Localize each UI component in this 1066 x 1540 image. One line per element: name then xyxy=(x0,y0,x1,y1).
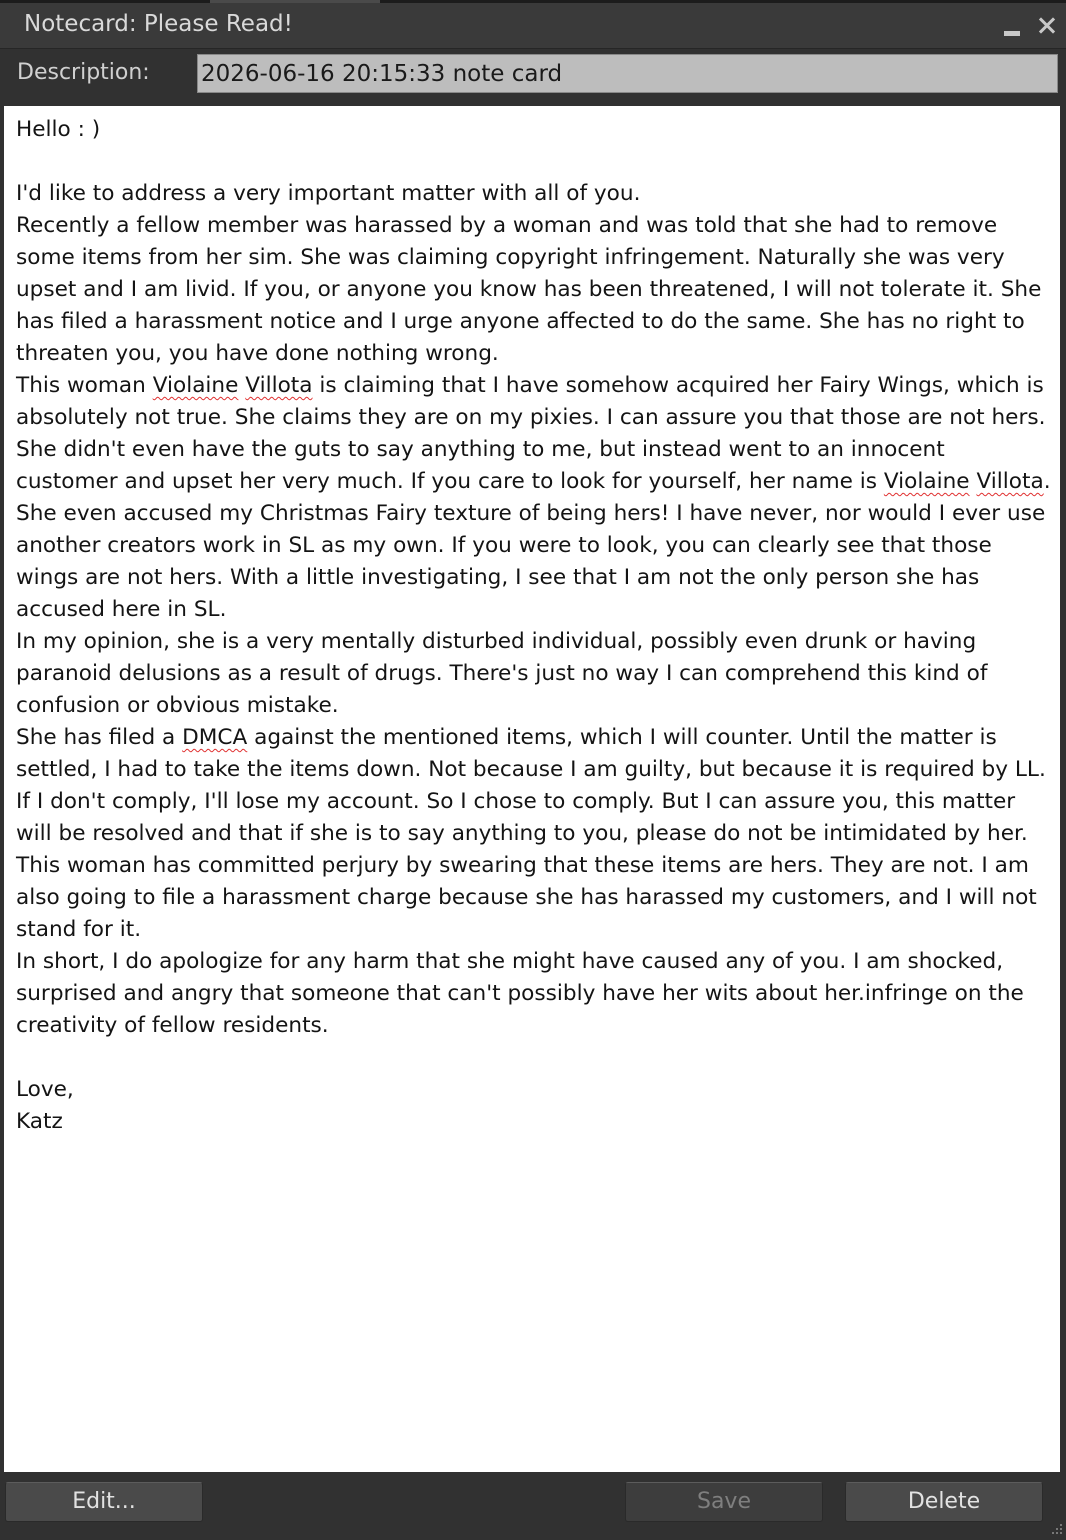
delete-button[interactable]: Delete xyxy=(845,1482,1043,1522)
misspelled-word: Villota xyxy=(976,469,1044,494)
close-icon[interactable] xyxy=(1036,7,1058,43)
edit-button[interactable]: Edit... xyxy=(5,1482,203,1522)
text-paragraph-dmca xyxy=(16,722,1052,946)
text-line-signature: Katz xyxy=(16,1109,63,1134)
text-segment: This woman xyxy=(16,373,153,398)
text-segment: . She even accused my Christmas Fairy texture of being hers! I have never, nor would I ever use another creators work in SL as my own. If you were to look, you can clearly see that those wings are not hers. With a little investigating, I see that I am not the only person she has accused here in SL. xyxy=(16,469,1051,622)
title-bar[interactable] xyxy=(0,3,1066,49)
minimize-icon[interactable] xyxy=(1004,31,1020,36)
description-field[interactable]: 2026-06-16 20:15:33 note card xyxy=(197,54,1058,93)
misspelled-word: Villota xyxy=(245,373,313,398)
notecard-text-editor[interactable] xyxy=(4,106,1060,1472)
text-line-greeting: Hello : ) xyxy=(16,117,101,142)
text-paragraph-apology: In short, I do apologize for any harm that she might have caused any of you. I am shocked, surprised and angry that someone that can't possibly have her wits about her.infringe on the creativity of fellow residents. xyxy=(16,949,1024,1038)
misspelled-word: Violaine xyxy=(883,469,970,494)
text-segment: against the mentioned items, which I will counter. Until the matter is settled, I had to take the items down. Not because I am guilty, but because it is required by LL. If I don't comply, I'll lose my account. So I chose to comply. But I can assure you, this matter will be resolved and that if she is to say anything to you, please do not be intimidated by her. This woman has committed perjury by swearing that these items are hers. They are not. I am also going to file a harassment charge because she has harassed my customers, and I will not stand for it. xyxy=(16,725,1046,942)
text-paragraph-incident: Recently a fellow member was harassed by a woman and was told that she had to remove some items from her sim. She was claiming copyright infringement. Naturally she was very upset and I am livid. If you, or anyone you know has been threatened, I will not tolerate it. She has filed a harassment notice and I urge anyone affected to do the same. She has no right to threaten you, you have done nothing wrong. xyxy=(16,213,1042,366)
window-title: Notecard: Please Read! xyxy=(24,11,293,37)
blank-line xyxy=(16,1042,1052,1074)
description-label: Description: xyxy=(17,60,150,85)
text-line-closing: Love, xyxy=(16,1077,74,1102)
misspelled-word: DMCA xyxy=(182,725,248,750)
text-segment: She has filed a xyxy=(16,725,183,750)
blank-line xyxy=(16,146,1052,178)
misspelled-word: Violaine xyxy=(152,373,239,398)
text-paragraph-opinion: In my opinion, she is a very mentally disturbed individual, possibly even drunk or having paranoid delusions as a result of drugs. There's just no way I can comprehend this kind of confusion or obvious mistake. xyxy=(16,629,988,718)
save-button[interactable]: Save xyxy=(625,1482,823,1522)
text-paragraph-intro: I'd like to address a very important matter with all of you. xyxy=(16,181,641,206)
text-segment: is claiming that I have somehow acquired her Fairy Wings, which is absolutely not true. She claims they are on my pixies. I can assure you that those are not hers. She didn't even have the guts to say anything to me, but instead went to an innocent customer and upset her very much. If you care to look for yourself, her name is xyxy=(16,373,1046,494)
text-paragraph-accusation xyxy=(16,370,1052,626)
resize-grip-icon[interactable] xyxy=(1046,1522,1064,1538)
